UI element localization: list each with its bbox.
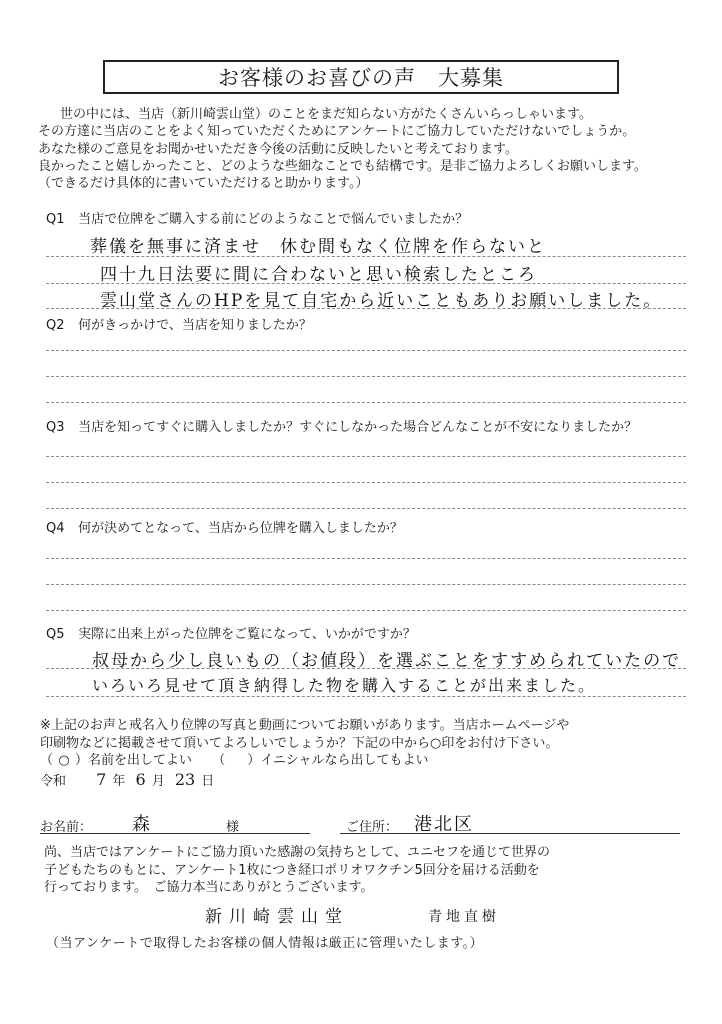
person-name: 青地直樹 — [428, 909, 500, 925]
answer-rule — [46, 696, 686, 697]
date-year: 7 — [96, 770, 107, 789]
option-label: イニシャルなら出してもよい — [260, 753, 429, 768]
date-field — [40, 770, 214, 789]
name-address-row — [40, 812, 680, 834]
q1-answer-line: 葬儀を無事に済ませ 休む間もなく位牌を作らないと — [90, 237, 546, 257]
name-underline — [40, 833, 310, 834]
closing-line: 行っております。 ご協力本当にありがとうございます。 — [44, 880, 374, 895]
name-label: お名前： — [40, 820, 93, 835]
closing-line: 尚、当店ではアンケートにご協力頂いた感謝の気持ちとして、ユニセフを通じて世界の — [44, 845, 550, 860]
q5-answer-line: 叔母から少し良いもの（お値段）を選ぶことをすすめられていたので — [92, 651, 682, 671]
date-month-unit: 月 — [151, 774, 165, 789]
date-year-unit: 年 — [112, 774, 126, 789]
answer-rule — [46, 283, 686, 284]
privacy-note: （当アンケートで取得したお客様の個人情報は厳正に管理いたします。） — [46, 936, 484, 951]
answer-rule — [46, 456, 686, 457]
intro-line: 世の中には、当店（新川崎雲山堂）のことをまだ知らない方がたくさんいらっしゃいます。 — [60, 107, 592, 122]
circle-mark: ○ — [58, 753, 70, 768]
date-day-unit: 日 — [201, 774, 215, 789]
option-label: 名前を出してよい — [88, 753, 193, 768]
date-era: 令和 — [40, 774, 67, 789]
answer-rule — [46, 482, 686, 483]
answer-rule — [46, 256, 686, 257]
q1-answer-line: 四十九日法要に間に合わないと思い検索したところ — [100, 265, 537, 285]
question-q1 — [46, 208, 468, 227]
consent-option-named[interactable]: （ ○ ）名前を出してよい — [40, 753, 193, 768]
question-q3 — [46, 416, 637, 435]
question-q5 — [46, 623, 416, 642]
answer-rule — [46, 558, 686, 559]
title-text: お客様のお喜びの声 大募集 — [218, 66, 504, 90]
consent-line: ※上記のお声と戒名入り位牌の写真と動画についてお願いがあります。当店ホームページや — [40, 718, 570, 733]
question-text: 当店で位牌をご購入する前にどのようなことで悩んでいましたか？ — [78, 212, 469, 227]
address-label: ご住所： — [346, 820, 399, 835]
intro-line: その方達に当店のことをよく知っていただくためにアンケートにご協力していただけないでしょうか。 — [38, 124, 636, 140]
question-text: 何が決めてとなって、当店から位牌を購入しましたか？ — [78, 521, 403, 536]
question-text: 当店を知ってすぐに購入しましたか？すぐにしなかった場合どんなことが不安になりましたか？ — [78, 420, 638, 435]
question-q4 — [46, 517, 403, 536]
q1-answer-line: 雲山堂さんのHPを見て自宅から近いこともありお願いしました。 — [100, 291, 663, 311]
address-underline — [340, 833, 680, 834]
date-day: 23 — [174, 770, 196, 789]
consent-note — [40, 717, 700, 770]
intro-line: （できるだけ具体的に書いていただけると助かります。） — [38, 176, 369, 192]
consent-option-initials[interactable]: （ ）イニシャルなら出してもよい — [212, 753, 429, 768]
question-number: Q2 — [46, 318, 65, 333]
intro-line: あなた様のご意見をお聞かせいただき今後の活動に反映したいと考えております。 — [38, 141, 518, 157]
q5-answer-line: いろいろ見せて頂き納得した物を購入することが出来ました。 — [92, 676, 597, 695]
question-text: 何がきっかけで、当店を知りましたか？ — [78, 318, 312, 333]
answer-rule — [46, 508, 686, 509]
question-text: 実際に出来上がった位牌をご覧になって、いかがですか？ — [78, 627, 416, 642]
answer-rule — [46, 402, 686, 403]
consent-options — [40, 752, 700, 770]
answer-rule — [46, 376, 686, 377]
intro-paragraph — [38, 106, 698, 192]
answer-rule — [46, 308, 686, 309]
closing-line: 子どもたちのもとに、アンケート1枚につき経口ポリオワクチン5回分を届ける活動を — [44, 862, 540, 878]
address-value: 港北区 — [414, 814, 474, 835]
answer-rule — [46, 350, 686, 351]
consent-line: 印刷物などに掲載させて頂いてよろしいでしょうか？下記の中から○印をお付け下さい。 — [40, 735, 559, 751]
question-q2 — [46, 314, 312, 333]
answer-rule — [46, 668, 686, 669]
answer-rule — [46, 584, 686, 585]
closing-paragraph — [44, 844, 684, 897]
date-month: 6 — [135, 770, 146, 789]
question-number: Q3 — [46, 420, 65, 435]
name-value: 森 — [132, 814, 152, 835]
question-number: Q1 — [46, 212, 65, 227]
shop-name: 新川崎雲山堂 — [205, 907, 349, 927]
name-suffix: 様 — [226, 820, 240, 835]
answer-rule — [46, 610, 686, 611]
question-number: Q5 — [46, 627, 65, 642]
page-title — [103, 60, 619, 94]
intro-line: 良かったこと嬉しかったこと、どのような些細なことでも結構です。是非ご協力よろしくお願いします。 — [38, 158, 647, 174]
question-number: Q4 — [46, 521, 65, 536]
